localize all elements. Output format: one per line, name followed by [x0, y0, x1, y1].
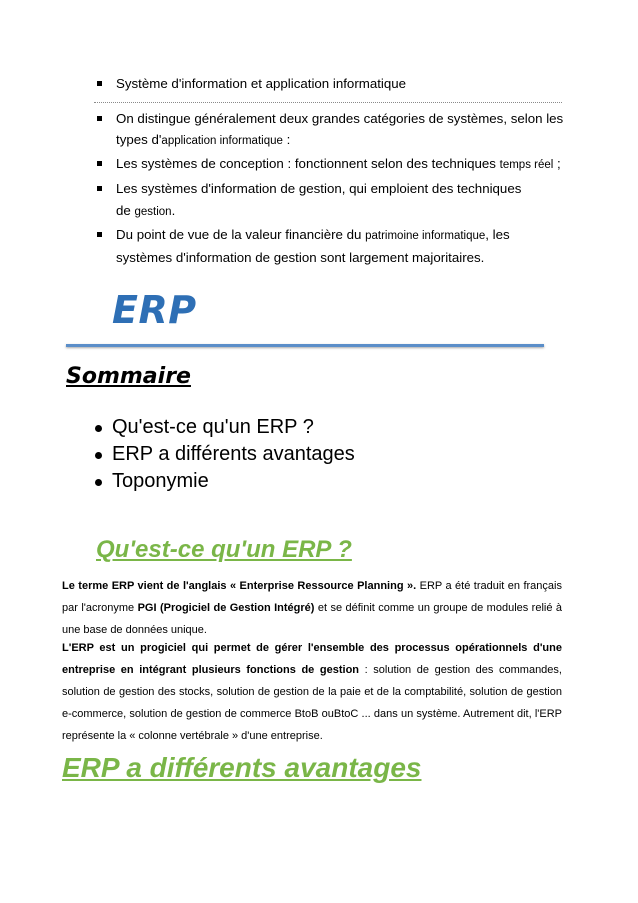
title-rule: [66, 344, 544, 347]
list-item: Du point de vue de la valeur financière du patrimoine informatique, les: [116, 227, 510, 242]
list-item: systèmes d'information de gestion sont largement majoritaires.: [116, 250, 485, 265]
sommaire-heading: Sommaire: [66, 364, 191, 389]
round-bullet-icon: [95, 425, 102, 432]
sommaire-item: ERP a différents avantages: [112, 443, 355, 465]
section-heading: Qu'est-ce qu'un ERP ?: [96, 536, 352, 563]
round-bullet-icon: [95, 479, 102, 486]
divider: [94, 102, 562, 103]
square-bullet-icon: [97, 232, 102, 237]
square-bullet-icon: [97, 186, 102, 191]
round-bullet-icon: [95, 452, 102, 459]
square-bullet-icon: [97, 116, 102, 121]
sommaire-item: Qu'est-ce qu'un ERP ?: [112, 416, 314, 438]
list-item: On distingue généralement deux grandes catégories de systèmes, selon les: [116, 111, 564, 126]
section-heading: ERP a différents avantages: [62, 752, 422, 783]
paragraph: Le terme ERP vient de l'anglais « Enterprise Ressource Planning ». ERP a été traduit en français par l'acronyme PGI (Progiciel de Gestion Intégré) et se définit comme un groupe de modules relié à une base de données unique.: [62, 580, 562, 636]
square-bullet-icon: [97, 161, 102, 166]
list-item: Les systèmes d'information de gestion, qui emploient des techniques: [116, 181, 522, 196]
list-item: de gestion.: [116, 203, 176, 218]
list-item: types d'application informatique :: [116, 132, 291, 147]
square-bullet-icon: [97, 81, 102, 86]
sommaire-item: Toponymie: [112, 470, 209, 492]
paragraph: L'ERP est un progiciel qui permet de gérer l'ensemble des processus opérationnels d'une entreprise en intégrant plusieurs fonctions de gestion : solution de gestion des commandes, solution de gestion des stocks, solution de gestion de la paie et de la comptabilité, solution de gestion e-commerce, solution de gestion de commerce BtoB ouBtoC ... dans un système. Autrement dit, l'ERP représente la « colonne vertébrale » d'une entreprise.: [62, 642, 562, 742]
section-heading: Système d'information et application informatique: [116, 76, 407, 91]
list-item: Les systèmes de conception : fonctionnent selon des techniques temps réel ;: [116, 156, 561, 171]
page-title: ERP: [112, 288, 197, 332]
